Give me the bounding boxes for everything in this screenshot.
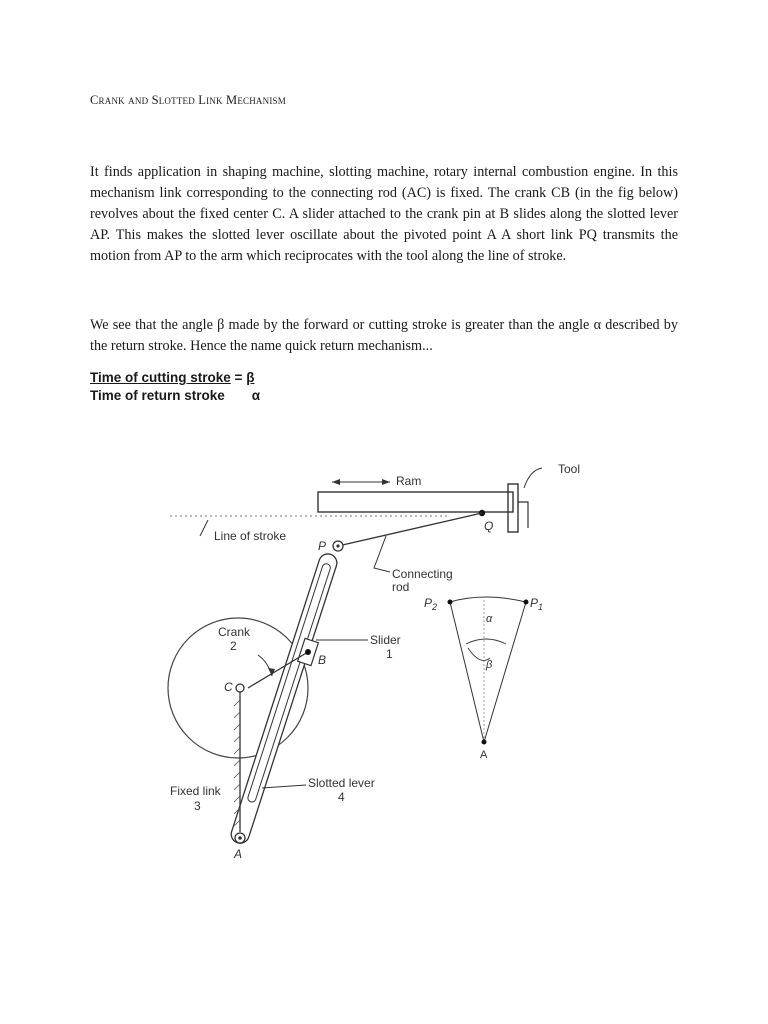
ram-bar	[318, 492, 513, 512]
slotted-lever-label-2: 4	[338, 790, 345, 804]
tool-edge	[518, 502, 528, 528]
fraction-denominator-text: Time of return stroke	[90, 388, 225, 403]
label-beta: β	[486, 659, 493, 671]
angle-arc-top	[450, 597, 526, 602]
joint-c	[236, 684, 244, 692]
fraction-denominator-symbol: α	[251, 388, 261, 403]
slotted-lever-label-1: Slotted lever	[308, 776, 375, 790]
tool-label: Tool	[558, 462, 581, 476]
slotted-lever-outer	[229, 552, 339, 846]
connecting-rod-leader	[374, 536, 390, 572]
label-p1: $P_1$	[530, 596, 544, 612]
label-a-small: A	[480, 749, 488, 761]
fixed-link-label-1: Fixed link	[170, 784, 221, 798]
line-of-stroke-leader	[200, 520, 208, 536]
fraction-denominator-row	[90, 387, 260, 405]
fraction-numerator-row	[90, 369, 260, 387]
document-title: Crank and Slotted Link Mechanism	[90, 93, 286, 107]
ram-arrow-right	[382, 479, 390, 485]
angle-line-left	[450, 602, 484, 742]
label-q: Q	[484, 519, 494, 533]
slider-label-2: 1	[386, 647, 393, 661]
paragraph-description: It finds application in shaping machine, slotting machine, rotary internal combustion engine. In this mechanism link corresponding to the connecting rod (AC) is fixed. The crank CB (in the fig below) revolves about the fixed center C. A slider attached to the crank pin at B slides along the slotted lever AP. This makes the slotted lever oscillate about the pivoted point A A short link PQ transmits the motion from AP to the arm which reciprocates with the tool along the line of stroke.	[90, 164, 678, 264]
point-p2	[448, 600, 453, 605]
crank-rotation-arrow	[258, 655, 272, 676]
connecting-rod-label-1: Connecting	[392, 567, 453, 581]
crank-label-1: Crank	[218, 625, 251, 639]
label-p: P	[318, 539, 327, 553]
crank-label-2: 2	[230, 639, 237, 653]
joint-a-pin	[238, 836, 242, 840]
time-ratio-fraction	[90, 369, 260, 405]
fraction-equals: =	[234, 370, 243, 385]
joint-p-pin	[336, 544, 339, 547]
fraction-numerator-text: Time of cutting stroke	[90, 370, 231, 385]
label-a: A	[234, 847, 243, 861]
paragraph-quick-return: We see that the angle β made by the forward or cutting stroke is greater than the angle α described by the return stroke. Hence the name quick return mechanism...	[90, 317, 678, 354]
label-alpha: α	[486, 613, 493, 625]
point-p1	[524, 600, 529, 605]
ram-arrow-left	[332, 479, 340, 485]
connecting-rod-label-2: rod	[392, 580, 410, 594]
slotted-lever	[229, 552, 339, 846]
alpha-arc	[466, 639, 506, 644]
connecting-rod	[338, 513, 482, 546]
fraction-numerator-symbol: β	[246, 370, 255, 385]
label-p2: $P_2$	[424, 596, 438, 612]
joint-b	[305, 649, 311, 655]
slider-label-1: Slider	[370, 633, 401, 647]
label-b: B	[318, 653, 327, 667]
point-a-small	[482, 740, 487, 745]
line-of-stroke-label: Line of stroke	[214, 529, 287, 543]
slotted-lever-leader	[262, 785, 306, 788]
tool-leader	[524, 468, 542, 488]
fixed-link-label-2: 3	[194, 799, 201, 813]
label-c: C	[224, 680, 233, 694]
mechanism-diagram	[150, 440, 620, 870]
ram-label: Ram	[396, 474, 422, 488]
